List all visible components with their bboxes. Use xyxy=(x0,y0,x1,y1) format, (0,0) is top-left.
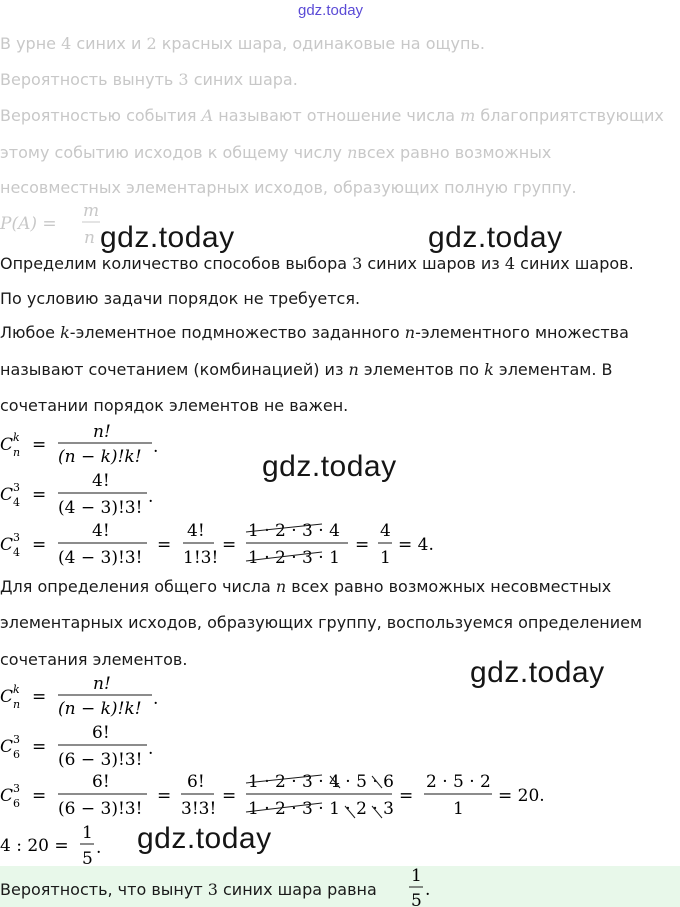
text: синих шара. xyxy=(188,70,298,89)
denominator: (6 − 3)!3! xyxy=(58,750,143,770)
numerator: 4! xyxy=(187,521,205,541)
dot: . xyxy=(425,880,431,900)
sup: 3 xyxy=(13,782,20,795)
numerator: 1 xyxy=(82,823,93,843)
text: Любое xyxy=(0,323,61,342)
number: 4 xyxy=(504,254,516,273)
numerator: n! xyxy=(93,422,111,442)
condition-line-5: несовместных элементарных исходов, образующих полную группу. xyxy=(0,178,577,197)
combination-definition-1 xyxy=(0,422,158,467)
solution-line-5: сочетании порядок элементов не важен. xyxy=(0,396,349,415)
combination-definition-2 xyxy=(0,674,158,719)
equals: = xyxy=(32,737,47,757)
denominator: (n − k)!k! xyxy=(58,699,142,719)
numerator: 1 · 2 · 3 · 4 xyxy=(248,521,340,541)
denominator: 1 xyxy=(453,799,464,819)
formula-lhs: P(A) = xyxy=(0,214,57,234)
watermark: gdz.today xyxy=(470,656,605,689)
text: называют сочетанием (комбинацией) из xyxy=(0,360,349,379)
number: 4 xyxy=(61,34,72,53)
combination-4-3-a xyxy=(0,471,153,518)
text: Вероятностью события xyxy=(0,106,202,125)
math-var: A xyxy=(201,106,214,125)
text: -элементное подмножество заданного xyxy=(69,323,405,342)
text: Вероятность, что вынут xyxy=(0,880,208,899)
answer-fraction xyxy=(409,866,430,907)
math-var: n xyxy=(348,360,359,379)
text: благоприятствующих xyxy=(475,106,664,125)
probability-formula xyxy=(0,201,100,248)
equals: = xyxy=(157,535,172,555)
numerator: m xyxy=(83,201,100,221)
denominator: n xyxy=(84,228,95,248)
number: 3 xyxy=(178,70,189,89)
dot: . xyxy=(148,739,154,759)
dot: . xyxy=(153,689,159,709)
C-symbol: C xyxy=(0,435,14,455)
sup: 3 xyxy=(13,481,20,494)
text: называют отношение числа xyxy=(213,106,461,125)
sub: 4 xyxy=(13,496,20,509)
numerator: 2 · 5 · 2 xyxy=(426,772,491,792)
math-var: k xyxy=(484,360,494,379)
denominator: (6 − 3)!3! xyxy=(58,799,143,819)
numerator: 4 xyxy=(380,521,391,541)
equals: = xyxy=(32,485,47,505)
sup: k xyxy=(13,431,20,444)
numerator: 1 xyxy=(411,866,422,886)
dot: . xyxy=(96,838,102,858)
C-symbol: C xyxy=(0,687,14,707)
numerator: 6! xyxy=(92,723,110,743)
text: -элементного множества xyxy=(415,323,629,342)
solution-line-7: элементарных исходов, образующих группу, воспользуемся определением xyxy=(0,613,643,632)
result: = 4. xyxy=(398,535,434,555)
text: синих шаров из xyxy=(362,254,505,273)
equals: = xyxy=(32,435,47,455)
equals: = xyxy=(32,687,47,707)
math-var: k xyxy=(60,323,70,342)
text: элементам. В xyxy=(493,360,613,379)
sup: k xyxy=(13,683,20,696)
denominator: 1 · 2 · 3 · 1 · 2 · 3 xyxy=(248,799,394,819)
number: 3 xyxy=(207,880,218,899)
sub: 6 xyxy=(13,797,20,810)
numerator: 6! xyxy=(187,772,205,792)
ratio-lhs: 4 : 20 = xyxy=(0,836,69,856)
solution-line-8: сочетания элементов. xyxy=(0,650,188,669)
denominator: (4 − 3)!3! xyxy=(58,548,143,568)
combination-6-3-b xyxy=(0,772,545,819)
equals: = xyxy=(399,786,414,806)
watermark: gdz.today xyxy=(100,221,235,254)
text: Вероятность вынуть xyxy=(0,70,179,89)
sup: 3 xyxy=(13,733,20,746)
text: Для определения общего числа xyxy=(0,577,276,596)
text: красных шара, одинаковые на ощупь. xyxy=(156,34,485,53)
watermark: gdz.today xyxy=(428,221,563,254)
dot: . xyxy=(148,487,154,507)
text: всех равно возможных xyxy=(357,143,552,162)
math-var: n xyxy=(275,577,287,596)
denominator: (n − k)!k! xyxy=(58,447,142,467)
equals: = xyxy=(157,786,172,806)
denominator: 5 xyxy=(82,849,93,869)
C-symbol: C xyxy=(0,485,14,505)
text: синих и xyxy=(71,34,147,53)
combination-4-3-b xyxy=(0,521,434,568)
text: синих шара равна xyxy=(217,880,377,899)
numerator: 6! xyxy=(92,772,110,792)
numerator: n! xyxy=(93,674,111,694)
text: этому событию исходов к общему числу xyxy=(0,143,348,162)
ratio-formula xyxy=(0,823,101,869)
combination-6-3-a xyxy=(0,723,153,770)
numerator: 4! xyxy=(92,521,110,541)
C-symbol: C xyxy=(0,786,14,806)
math-var: n xyxy=(404,323,416,342)
denominator: 1!3! xyxy=(183,548,219,568)
text: В урне xyxy=(0,34,62,53)
number: 3 xyxy=(352,254,363,273)
watermark: gdz.today xyxy=(137,822,272,855)
solution-line-2: По условию задачи порядок не требуется. xyxy=(0,289,361,308)
equals: = xyxy=(32,786,47,806)
numerator: 4! xyxy=(92,471,110,491)
text: всех равно возможных несовместных xyxy=(286,577,612,596)
sub: n xyxy=(13,446,21,459)
equals: = xyxy=(222,535,237,555)
sub: n xyxy=(13,698,21,711)
math-var: m xyxy=(460,106,476,125)
watermark-top: gdz.today xyxy=(298,2,364,19)
number: 2 xyxy=(146,34,157,53)
denominator: 3!3! xyxy=(181,799,217,819)
denominator: (4 − 3)!3! xyxy=(58,498,143,518)
text: элементов по xyxy=(358,360,485,379)
result: = 20. xyxy=(498,786,545,806)
sup: 3 xyxy=(13,531,20,544)
C-symbol: C xyxy=(0,737,14,757)
watermark: gdz.today xyxy=(262,450,397,483)
equals: = xyxy=(32,535,47,555)
equals: = xyxy=(222,786,237,806)
denominator: 5 xyxy=(411,891,422,907)
math-var: n xyxy=(347,143,358,162)
sub: 6 xyxy=(13,748,20,761)
C-symbol: C xyxy=(0,535,14,555)
denominator: 1 xyxy=(380,548,391,568)
text: Определим количество способов выбора xyxy=(0,254,353,273)
sub: 4 xyxy=(13,546,20,559)
dot: . xyxy=(153,437,159,457)
numerator: 1 · 2 · 3 · 4 · 5 · 6 xyxy=(248,772,394,792)
equals: = xyxy=(355,535,370,555)
text: синих шаров. xyxy=(515,254,634,273)
denominator: 1 · 2 · 3 · 1 xyxy=(248,548,340,568)
